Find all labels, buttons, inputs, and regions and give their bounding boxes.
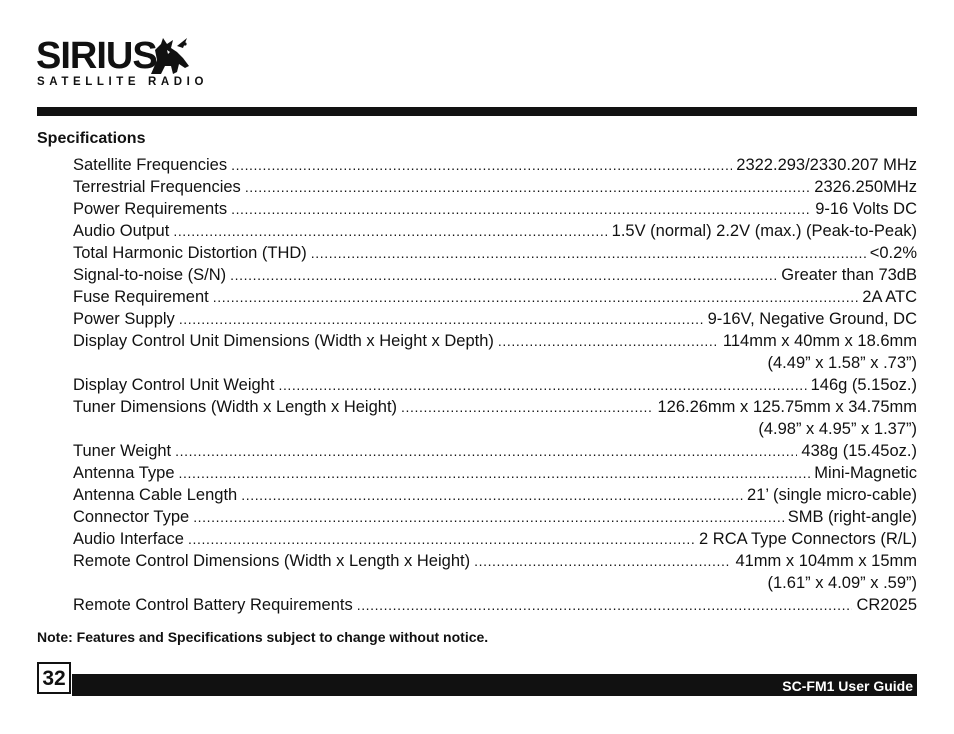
dot-leader xyxy=(278,374,806,396)
spec-label: Audio Interface xyxy=(73,530,184,548)
spec-value: 2 RCA Type Connectors (R/L) xyxy=(699,530,917,548)
spec-value: 438g (15.45oz.) xyxy=(801,442,917,460)
spec-label: Power Supply xyxy=(73,310,175,328)
spec-value: 126.26mm x 125.75mm x 34.75mm xyxy=(657,398,917,416)
spec-value: 21’ (single micro-cable) xyxy=(747,486,917,504)
guide-title: SC-FM1 User Guide xyxy=(782,678,913,694)
spec-value: 2326.250MHz xyxy=(814,178,917,196)
spec-label: Audio Output xyxy=(73,222,170,240)
dot-leader xyxy=(213,286,859,308)
page-number: 32 xyxy=(37,662,71,694)
spec-value: 41mm x 104mm x 15mm xyxy=(735,552,917,570)
specifications-list xyxy=(73,154,917,616)
footer-bar xyxy=(72,674,917,696)
spec-value: 2A ATC xyxy=(862,288,917,306)
spec-row xyxy=(73,396,917,418)
spec-label: Fuse Requirement xyxy=(73,288,209,306)
spec-row xyxy=(73,242,917,264)
spec-value-imperial: (1.61” x 4.09” x .59”) xyxy=(767,574,917,592)
spec-row xyxy=(73,528,917,550)
header-rule xyxy=(37,107,917,116)
spec-label: Total Harmonic Distortion (THD) xyxy=(73,244,307,262)
dot-leader xyxy=(245,176,810,198)
dot-leader xyxy=(498,330,719,352)
dot-leader xyxy=(175,440,797,462)
spec-value-imperial: (4.49” x 1.58” x .73”) xyxy=(767,354,917,372)
spec-value-imperial: (4.98” x 4.95” x 1.37”) xyxy=(758,420,917,438)
spec-value: 114mm x 40mm x 18.6mm xyxy=(722,332,917,350)
spec-label: Remote Control Battery Requirements xyxy=(73,596,353,614)
spec-label: Terrestrial Frequencies xyxy=(73,178,241,196)
spec-label: Signal-to-noise (S/N) xyxy=(73,266,227,284)
spec-row xyxy=(73,330,917,352)
sirius-dog-icon xyxy=(147,36,191,76)
spec-row xyxy=(73,594,917,616)
spec-row xyxy=(73,308,917,330)
dot-leader xyxy=(311,242,866,264)
dot-leader xyxy=(474,550,731,572)
spec-row xyxy=(73,264,917,286)
spec-label: Antenna Type xyxy=(73,464,175,482)
logo-brand-text: SIRIUS xyxy=(36,35,157,77)
spec-row xyxy=(73,286,917,308)
spec-label: Tuner Dimensions (Width x Length x Height) xyxy=(73,398,398,416)
spec-label: Display Control Unit Weight xyxy=(73,376,275,394)
spec-row xyxy=(73,154,917,176)
spec-label: Satellite Frequencies xyxy=(73,156,228,174)
spec-value: Greater than 73dB xyxy=(781,266,917,284)
spec-row xyxy=(73,220,917,242)
dot-leader xyxy=(231,154,732,176)
dot-leader xyxy=(241,484,743,506)
spec-row xyxy=(73,198,917,220)
spec-value: 9-16 Volts DC xyxy=(815,200,917,218)
spec-value: 146g (5.15oz.) xyxy=(810,376,917,394)
dot-leader xyxy=(231,198,811,220)
dot-leader xyxy=(401,396,653,418)
spec-row xyxy=(73,440,917,462)
dot-leader xyxy=(179,308,704,330)
spec-value: <0.2% xyxy=(869,244,917,262)
spec-label: Power Requirements xyxy=(73,200,228,218)
spec-row xyxy=(73,484,917,506)
dot-leader xyxy=(193,506,784,528)
disclaimer-note: Note: Features and Specifications subject to change without notice. xyxy=(37,629,489,645)
spec-label: Display Control Unit Dimensions (Width x Height x Depth) xyxy=(73,332,494,350)
dot-leader xyxy=(357,594,853,616)
section-title: Specifications xyxy=(37,130,146,147)
spec-label: Tuner Weight xyxy=(73,442,172,460)
dot-leader xyxy=(179,462,811,484)
dot-leader xyxy=(173,220,607,242)
spec-row xyxy=(73,176,917,198)
spec-value: CR2025 xyxy=(856,596,917,614)
spec-value: SMB (right-angle) xyxy=(787,508,917,526)
spec-value: 2322.293/2330.207 MHz xyxy=(736,156,917,174)
spec-row xyxy=(73,506,917,528)
spec-value: 9-16V, Negative Ground, DC xyxy=(707,310,917,328)
sirius-logo xyxy=(36,35,209,92)
spec-value: 1.5V (normal) 2.2V (max.) (Peak-to-Peak) xyxy=(611,222,917,240)
spec-value: Mini-Magnetic xyxy=(814,464,917,482)
logo-tagline: SATELLITE RADIO xyxy=(37,76,209,88)
dot-leader xyxy=(230,264,777,286)
spec-label: Antenna Cable Length xyxy=(73,486,238,504)
spec-row xyxy=(73,550,917,572)
spec-label: Connector Type xyxy=(73,508,190,526)
spec-row xyxy=(73,374,917,396)
spec-row xyxy=(73,462,917,484)
spec-label: Remote Control Dimensions (Width x Length x Height) xyxy=(73,552,471,570)
dot-leader xyxy=(188,528,695,550)
